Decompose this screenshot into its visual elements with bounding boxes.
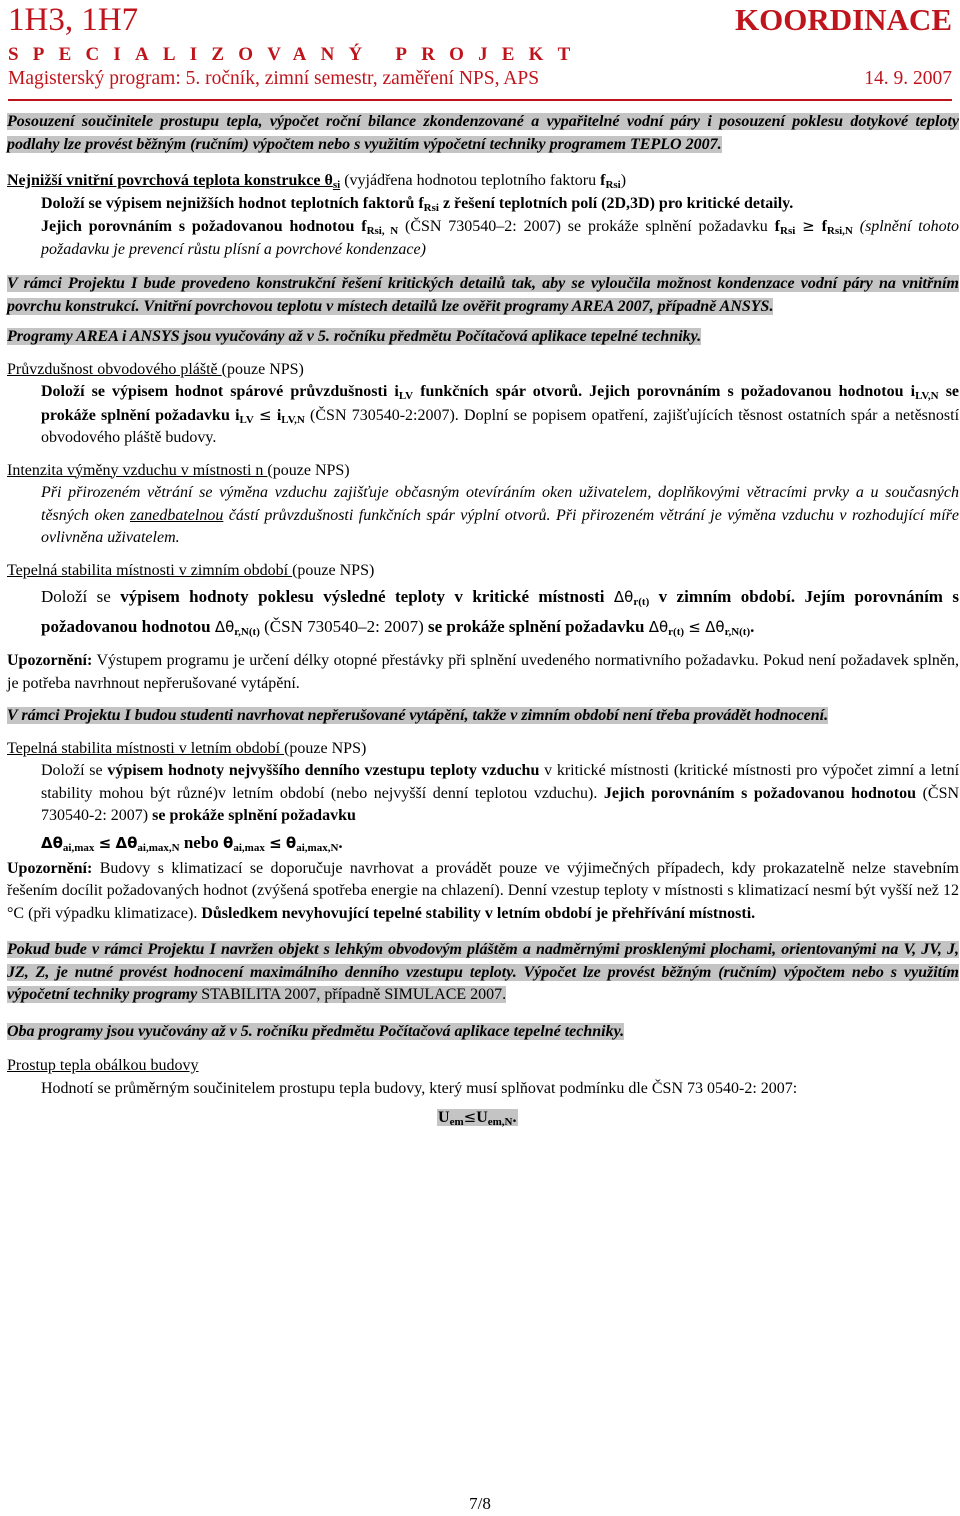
section-title: Průvzdušnost obvodového pláště <box>7 360 222 378</box>
winter-stability-paragraph: Doloží se výpisem hodnoty poklesu výsledné teploty v kritické místnosti $\Delta\theta_{r(t)}$ v zimním období. Jejím porovnáním s požadovanou hodnotou $\Delta\theta_{r,N(t)}$ (ČSN 730540–2: 2007) se prokáže splnění požadavku $\Delta\theta_{r(t)} \le \Delta\theta_{r,N(t)}$. <box>41 587 959 638</box>
project-note-summer: Pokud bude v rámci Projektu I navržen objekt s lehkým obvodovým pláštěm a nadměrnými prosklenými plochami, orientovanými na V, JV, J, JZ, Z, je nutné provést hodnocení maximálního denního vzestupu teploty. Výpočet lze provést běžným (ručním) výpočtem nebo s využitím výpočetní techniky programy STABILITA 2007, případně SIMULACE 2007. <box>7 941 959 1003</box>
page-content <box>7 111 959 1130</box>
page-number: 7/8 <box>469 1494 491 1513</box>
section-title: Nejnižší vnitřní povrchová teplota konstrukce θ <box>7 172 333 189</box>
section-title: Intenzita výměny vzduchu v místnosti n <box>7 461 268 479</box>
section-envelope-heat-transfer <box>7 1055 959 1078</box>
section-title: Prostup tepla obálkou budovy <box>7 1057 199 1074</box>
project-note-1: V rámci Projektu I bude provedeno konstrukční řešení kritických detailů tak, aby se vyloučila možnost kondenzace vodní páry na vnitřním povrchu konstrukcí. Vnitřní povrchovou teplotu v místech detailů lze ověřit programy AREA 2007, případně ANSYS. <box>7 275 959 315</box>
header-date: 14. 9. 2007 <box>864 68 952 89</box>
min-temp-paragraph-2: Jejich porovnáním s požadovanou hodnotou $f_{Rsi, N}$ (ČSN 730540–2: 2007) se prokáže splnění požadavku $f_{Rsi} \ge f_{Rsi,N}$ (splnění tohoto požadavku je prevencí růstu plísní a povrchové kondenzace) <box>41 217 960 258</box>
title-subscript: si <box>332 179 341 191</box>
air-permeability-paragraph: Doloží se výpisem hodnot spárové průvzdušnosti $i_{LV}$ funkčních spár otvorů. Jejich porovnáním s požadovanou hodnotou $i_{LV,N}$ se prokáže splnění požadavku $i_{LV} \le i_{LV,N}$ (ČSN 730540-2:2007). Doplní se popisem opatření, zajišťujících těsnost ostatních spár a netěsností obvodového pláště budovy. <box>41 383 960 446</box>
specializovany-projekt: SPECIALIZOVANÝ PROJEKT <box>8 44 585 65</box>
section-winter-stability: Tepelná stabilita místnosti v zimním období (pouze NPS) <box>7 561 375 579</box>
section-min-surface-temp: Nejnižší vnitřní povrchová teplota konstrukce $\theta_{si}$ (vyjádřena hodnotou teplotního faktoru $f_{Rsi}$) <box>7 172 627 191</box>
koordinace-title: KOORDINACE <box>734 2 952 37</box>
section-air-exchange: Intenzita výměny vzduchu v místnosti n (pouze NPS) <box>7 461 350 479</box>
programs-note-summer: Oba programy jsou vyučovány až v 5. ročníku předmětu Počítačová aplikace tepelné techniky. <box>7 1022 625 1040</box>
summer-requirement: $\Delta\theta_{ai,max} \le \Delta\theta_{ai,max,N}$ nebo $\theta_{ai,max} \le \theta_{ai,max,N}$. <box>41 832 343 854</box>
course-code: 1H3, 1H7 <box>8 2 139 38</box>
programs-note-1: Programy AREA i ANSYS jsou vyučovány až v 5. ročníku předmětu Počítačová aplikace tepelné techniky. <box>7 328 702 345</box>
summer-stability-paragraph: Doloží se výpisem hodnoty nejvyššího denního vzestupu teploty vzduchu v kritické místnosti (kritické místnosti pro výpočet zimní a letní stability mohou být různé)v letním období (nebo nejvyšší denní teplotou vzduchu). Jejich porovnáním s požadovanou hodnotou (ČSN 730540-2: 2007) se prokáže splnění požadavku <box>41 762 960 824</box>
envelope-requirement: $U_{em}\le U_{em,N}$. <box>438 1108 517 1128</box>
air-exchange-paragraph: Při přirozeném větrání se výměna vzduchu zajišťuje občasným otevíráním oken uživatelem, doplňkovými větracími prvky a u současných těsných oken zanedbatelnou částí průvzdušnosti funkčních spár výplní otvorů. Při přirozeném větrání je výměna vzduchu v rozhodující míře ovlivněna uživatelem. <box>41 484 959 546</box>
section-title: Tepelná stabilita místnosti v zimním období <box>7 561 293 579</box>
header-rule <box>8 99 952 101</box>
section-title: Tepelná stabilita místnosti v letním období <box>7 739 285 757</box>
intro-paragraph: Posouzení součinitele prostupu tepla, výpočet roční bilance zkondenzované a vypařitelné vodní páry i posouzení poklesu dotykové teploty podlahy lze provést běžným (ručním) výpočtem nebo s využitím výpočetní techniky programem TEPLO 2007. <box>7 113 959 153</box>
min-temp-paragraph-1: Doloží se výpisem nejnižších hodnot teplotních faktorů $f_{Rsi}$ z řešení teplotních polí (2D,3D) pro kritické detaily. <box>41 194 794 214</box>
page-header <box>8 0 952 100</box>
summer-warning: Upozornění: Budovy s klimatizací se doporučuje navrhovat a provádět pouze ve výjimečných případech, kdy prokazatelně nelze stavebním řešením docílit požadovaných hodnot (zvýšená spotřeba energie na chlazení). Denní vzestup teploty v místnosti s klimatizací nesmí být vyšší než 12 °C (při výpadku klimatizace). Důsledkem nevyhovující tepelné stability v letním období je přehřívání místnosti. <box>7 859 959 922</box>
winter-warning: Upozornění: Výstupem programu je určení délky otopné přestávky při splnění uvedeného normativního požadavku. Pokud není požadavek splněn, je potřeba navrhnout nepřerušované vytápění. <box>7 652 959 692</box>
program-line: Magisterský program: 5. ročník, zimní semestr, zaměření NPS, APS <box>8 68 540 89</box>
section-air-permeability: Průvzdušnost obvodového pláště (pouze NPS) <box>7 360 304 378</box>
project-note-winter: V rámci Projektu I budou studenti navrhovat nepřerušované vytápění, takže v zimním období není třeba provádět hodnocení. <box>7 707 829 724</box>
section-summer-stability: Tepelná stabilita místnosti v letním období (pouze NPS) <box>7 739 367 757</box>
envelope-paragraph: Hodnotí se průměrným součinitelem prostupu tepla budovy, který musí splňovat podmínku dle ČSN 73 0540-2: 2007: <box>41 1079 798 1097</box>
